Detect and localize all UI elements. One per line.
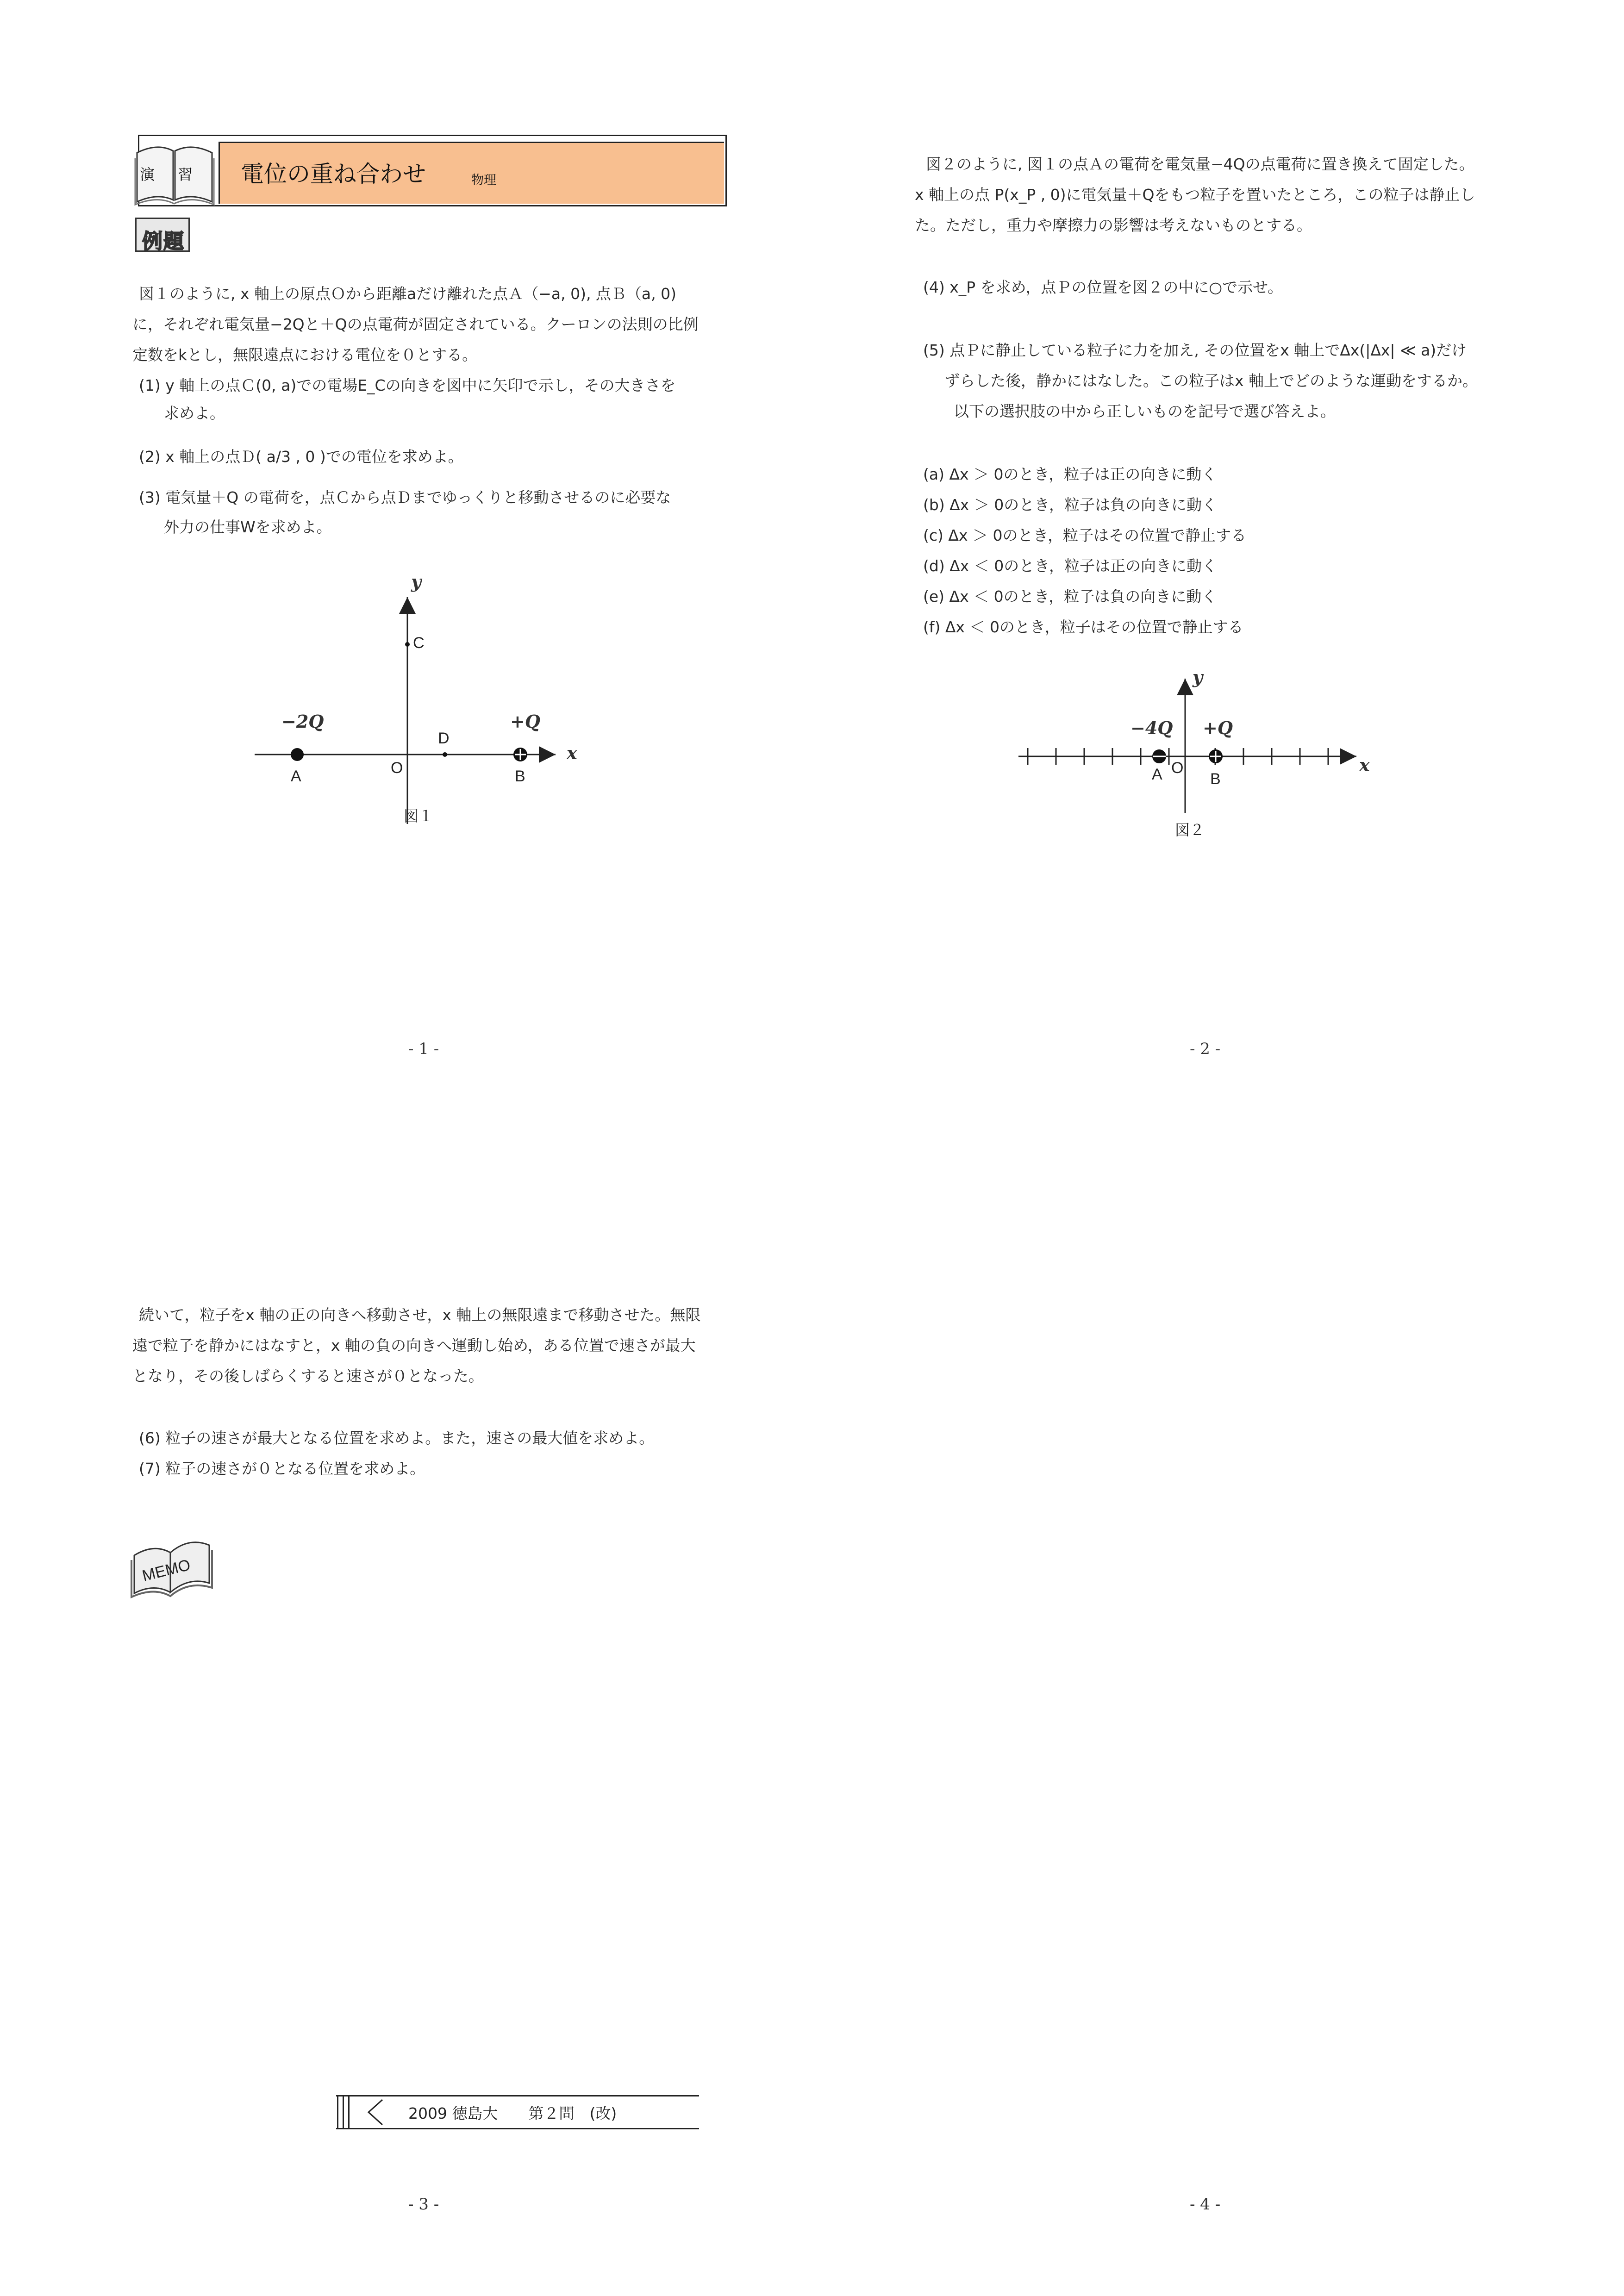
p2-question-5-line-1: (5) 点Ｐに静止している粒子に力を加え, その位置をx 軸上でΔx(|Δx| ≪ a)だけ	[923, 341, 1467, 359]
fig1-x-label: x	[567, 742, 577, 763]
p3-question-6: (6) 粒子の速さが最大となる位置を求めよ。また，速さの最大値を求めよ。	[139, 1429, 655, 1447]
fig1-label-c: C	[413, 634, 425, 652]
p1-intro-line-1: 図１のように, x 軸上の原点Ｏから距離aだけ離れた点Ａ（−a, 0), 点Ｂ（a, 0)	[139, 285, 676, 303]
page-title: 電位の重ね合わせ	[241, 161, 426, 187]
option-d: (d) Δx ＜ 0のとき，粒子は正の向きに動く	[923, 557, 1217, 575]
fig1-label-a: A	[291, 767, 301, 785]
option-b: (b) Δx ＞ 0のとき，粒子は負の向きに動く	[923, 496, 1217, 514]
fig1-charge-a: −2Q	[281, 711, 324, 732]
fig2-label-origin: O	[1171, 759, 1184, 777]
book-label-right: 習	[178, 166, 193, 183]
fig2-charge-a: −4Q	[1131, 718, 1173, 738]
source-rule-top	[336, 2095, 699, 2096]
example-badge	[135, 218, 190, 252]
fig2-label-a: A	[1152, 766, 1162, 783]
fig1-point-d-dot	[443, 752, 447, 757]
source-citation: 2009 徳島大 第２問 (改)	[408, 2104, 617, 2122]
fig1-charge-b: +Q	[510, 711, 540, 732]
fig2-charge-b: +Q	[1203, 718, 1233, 738]
figure-2	[1009, 657, 1398, 852]
page-number-4: - 4 -	[1190, 2195, 1221, 2214]
source-bar-1	[337, 2095, 338, 2129]
p1-question-1-cont: 求めよ。	[164, 404, 225, 422]
source-bar-3	[348, 2095, 350, 2129]
p1-question-1: (1) y 軸上の点Ｃ(0, a)での電場E_Cの向きを図中に矢印で示し，その大きさを	[139, 376, 676, 394]
option-a: (a) Δx ＞ 0のとき，粒子は正の向きに動く	[923, 465, 1217, 483]
p2-question-4: (4) x_P を求め，点Ｐの位置を図２の中に○で示せ。	[923, 278, 1283, 296]
p1-question-2: (2) x 軸上の点Ｄ( a/3 , 0 )での電位を求めよ。	[139, 448, 463, 466]
p1-question-3-cont: 外力の仕事Wを求めよ。	[164, 518, 332, 536]
book-label-left: 演	[140, 166, 155, 183]
p1-intro-line-2: に，それぞれ電気量−2Qと＋Qの点電荷が固定されている。クーロンの法則の比例	[132, 315, 699, 333]
fig1-label-b: B	[515, 767, 525, 785]
p2-intro-line-1: 図２のように, 図１の点Ａの電荷を電気量−4Qの点電荷に置き換えて固定した。	[926, 155, 1474, 173]
p3-line-2: 遠で粒子を静かにはなすと，x 軸の負の向きへ運動し始め，ある位置で速さが最大	[132, 1336, 696, 1354]
fig2-y-label: y	[1193, 667, 1203, 687]
memo-label: MEMO	[140, 1556, 193, 1585]
fig2-x-label: x	[1359, 755, 1370, 775]
p2-intro-line-3: た。ただし，重力や摩擦力の影響は考えないものとする。	[915, 216, 1312, 234]
memo-book-icon	[128, 1523, 216, 1602]
figure-1	[250, 565, 602, 833]
p2-intro-line-2: x 軸上の点 P(x_P , 0)に電気量＋Qをもつ粒子を置いたところ，この粒子は静止し	[915, 186, 1475, 204]
option-e: (e) Δx ＜ 0のとき，粒子は負の向きに動く	[923, 587, 1217, 605]
p2-question-5-line-3: 以下の選択肢の中から正しいものを記号で選び答えよ。	[954, 402, 1336, 420]
source-rule-bottom	[336, 2128, 699, 2129]
fig1-y-label: y	[411, 571, 422, 592]
fig1-charge-a-dot	[291, 748, 304, 761]
chevron-left-icon	[364, 2098, 387, 2127]
example-label: 例題	[142, 230, 185, 253]
source-bar-2	[343, 2095, 344, 2129]
p1-question-3: (3) 電気量＋Q の電荷を，点Ｃから点Ｄまでゆっくりと移動させるのに必要な	[139, 488, 671, 506]
p3-question-7: (7) 粒子の速さが０となる位置を求めよ。	[139, 1460, 425, 1478]
subject-label: 物理	[471, 173, 496, 187]
fig2-caption: 図２	[1175, 821, 1205, 839]
p1-intro-line-3: 定数をkとし，無限遠点における電位を０とする。	[132, 346, 478, 364]
fig1-label-origin: O	[391, 759, 403, 777]
p3-line-1: 続いて，粒子をx 軸の正の向きへ移動させ，x 軸上の無限遠まで移動させた。無限	[139, 1306, 701, 1324]
fig2-label-b: B	[1210, 770, 1221, 788]
option-c: (c) Δx ＞ 0のとき，粒子はその位置で静止する	[923, 526, 1247, 544]
page-number-3: - 3 -	[408, 2195, 439, 2214]
fig1-point-c-dot	[405, 642, 410, 647]
page-number-1: - 1 -	[408, 1040, 439, 1058]
fig1-label-d: D	[438, 730, 450, 747]
option-f: (f) Δx ＜ 0のとき，粒子はその位置で静止する	[923, 618, 1243, 636]
p2-question-5-line-2: ずらした後，静かにはなした。この粒子はx 軸上でどのような運動をするか。	[944, 372, 1478, 390]
p3-line-3: となり，その後しばらくすると速さが０となった。	[132, 1367, 484, 1385]
page-number-2: - 2 -	[1190, 1040, 1221, 1058]
fig1-caption: 図１	[404, 807, 434, 825]
source-box	[336, 2095, 699, 2129]
